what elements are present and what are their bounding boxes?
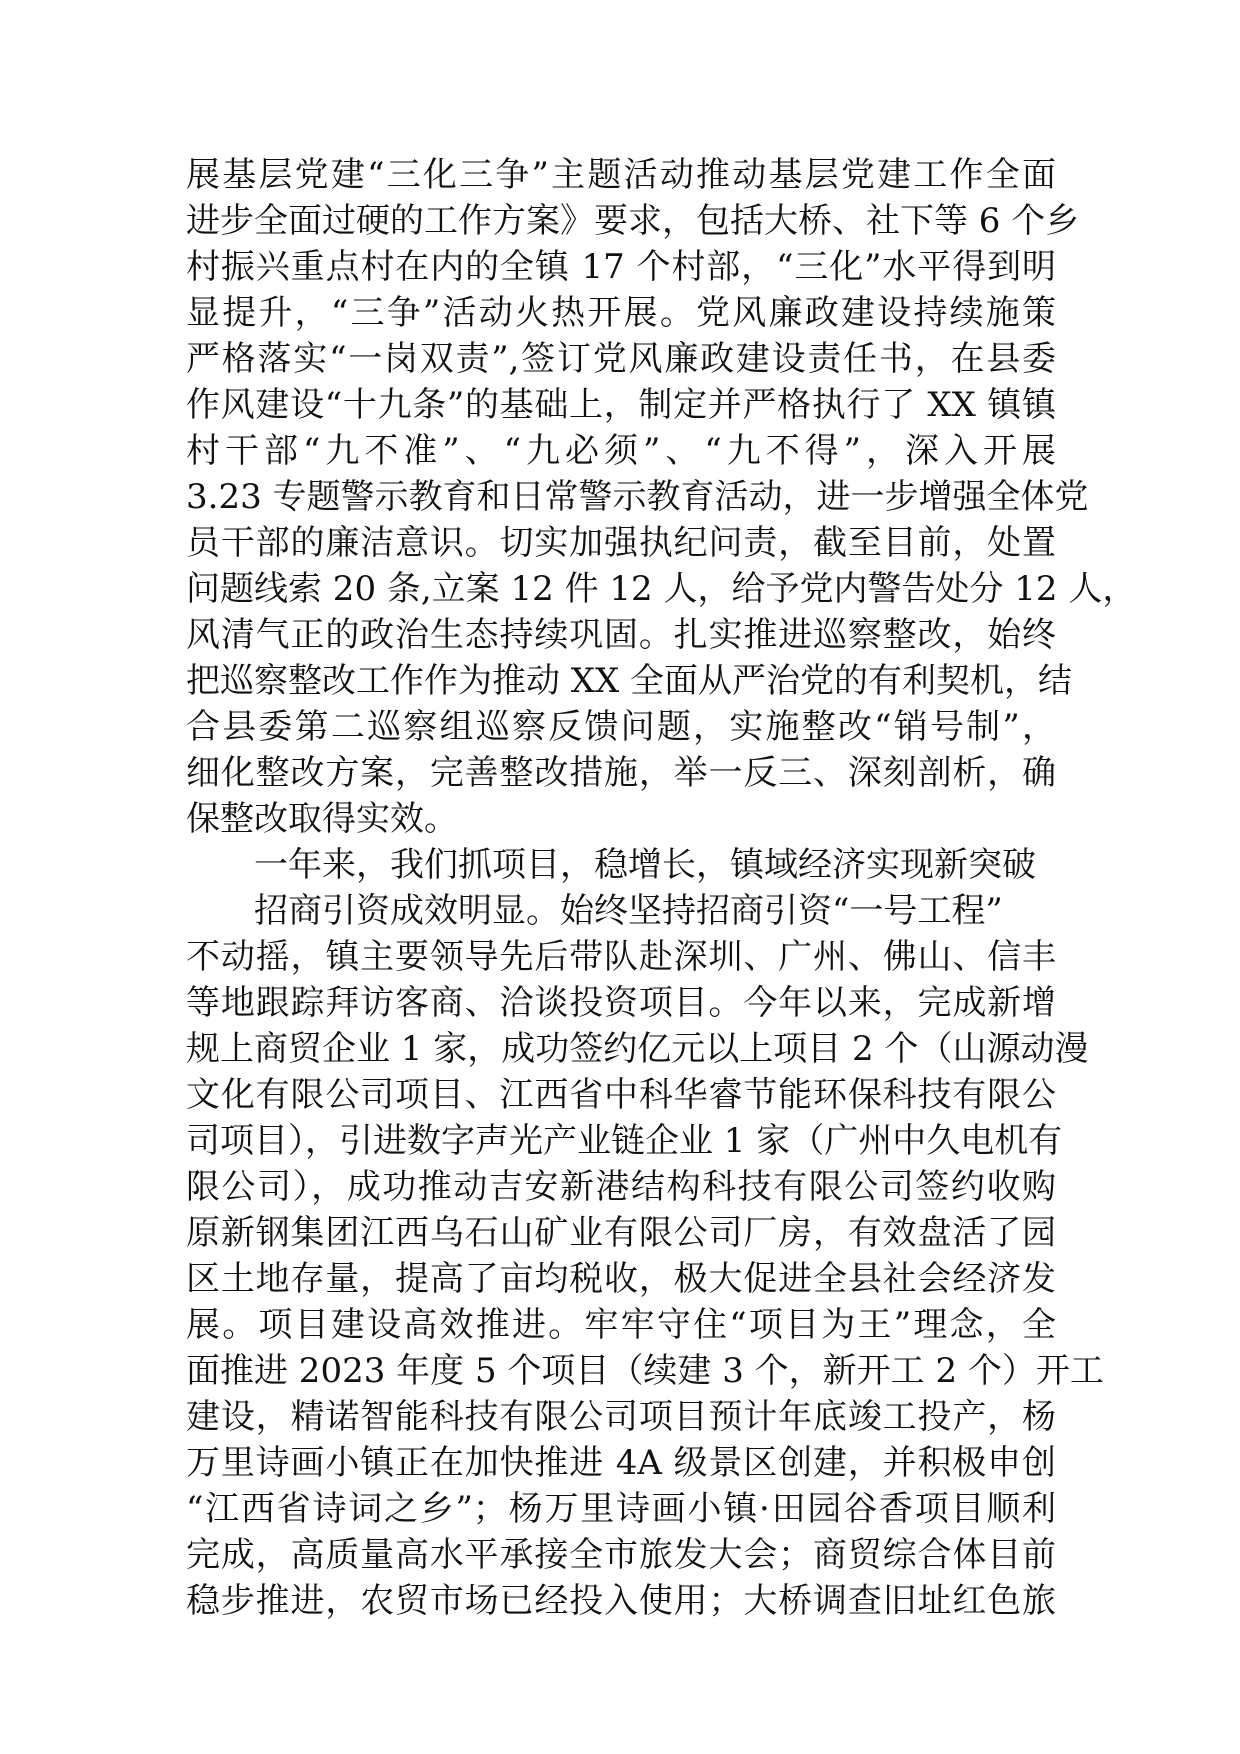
text-line: 区土地存量，提高了亩均税收，极大促进全县社会经济发: [186, 1259, 1056, 1299]
text-line: 规上商贸企业 1 家，成功签约亿元以上项目 2 个（山源动漫: [186, 1029, 1089, 1069]
text-line: 招商引资成效明显。始终坚持招商引资“一号工程”: [254, 891, 1003, 931]
text-line: “江西省诗词之乡”；杨万里诗画小镇·田园谷香项目顺利: [186, 1489, 1056, 1529]
paragraph-party-building: [186, 152, 1137, 842]
text-line: 稳步推进，农贸市场已经投入使用；大桥调查旧址红色旅: [186, 1581, 1056, 1621]
text-line: 严格落实“一岗双责”,签订党风廉政建设责任书，在县委: [186, 339, 1056, 379]
section-heading: 一年来，我们抓项目，稳增长，镇域经济实现新突破: [254, 845, 1036, 885]
text-line: 不动摇，镇主要领导先后带队赴深圳、广州、佛山、信丰: [186, 937, 1056, 977]
text-line: 进步全面过硬的工作方案》要求，包括大桥、社下等 6 个乡: [186, 201, 1080, 241]
text-line: 原新钢集团江西乌石山矿业有限公司厂房，有效盘活了园: [186, 1213, 1056, 1253]
text-line: 村干部“九不准”、“九必须”、“九不得”，深入开展: [186, 431, 1056, 471]
text-line: 村振兴重点村在内的全镇 17 个村部，“三化”水平得到明: [186, 247, 1056, 287]
text-line: 风清气正的政治生态持续巩固。扎实推进巡察整改，始终: [186, 615, 1056, 655]
text-line: 把巡察整改工作作为推动 XX 全面从严治党的有利契机，结: [186, 661, 1073, 701]
text-line: 员干部的廉洁意识。切实加强执纪问责，截至目前，处置: [186, 523, 1056, 563]
text-line: 问题线索 20 条,立案 12 件 12 人，给予党内警告处分 12 人，: [186, 569, 1137, 609]
text-line: 文化有限公司项目、江西省中科华睿节能环保科技有限公: [186, 1075, 1056, 1115]
text-line: 3.23 专题警示教育和日常警示教育活动，进一步增强全体党: [186, 477, 1089, 517]
document-body: [186, 152, 1137, 1624]
text-line: 展基层党建“三化三争”主题活动推动基层党建工作全面: [186, 155, 1056, 195]
text-line: 万里诗画小镇正在加快推进 4A 级景区创建，并积极申创: [186, 1443, 1056, 1483]
text-line: 建设，精诺智能科技有限公司项目预计年底竣工投产，杨: [186, 1397, 1056, 1437]
text-line: 等地跟踪拜访客商、洽谈投资项目。今年以来，完成新增: [186, 983, 1056, 1023]
text-line: 保整改取得实效。: [186, 799, 458, 839]
text-line: 显提升，“三争”活动火热开展。党风廉政建设持续施策: [186, 293, 1056, 333]
text-line: 限公司），成功推动吉安新港结构科技有限公司签约收购: [186, 1167, 1056, 1207]
text-line: 面推进 2023 年度 5 个项目（续建 3 个，新开工 2 个）开工: [186, 1351, 1104, 1391]
text-line: 细化整改方案，完善整改措施，举一反三、深刻剖析，确: [186, 753, 1056, 793]
text-line: 作风建设“十九条”的基础上，制定并严格执行了 XX 镇镇: [186, 385, 1056, 425]
text-line: 展。项目建设高效推进。牢牢守住“项目为王”理念，全: [186, 1305, 1056, 1345]
text-line: 完成，高质量高水平承接全市旅发大会；商贸综合体目前: [186, 1535, 1056, 1575]
paragraph-section-heading: [186, 842, 1056, 888]
text-line: 合县委第二巡察组巡察反馈问题，实施整改“销号制”，: [186, 707, 1056, 747]
paragraph-investment: [186, 888, 1104, 1624]
text-line: 司项目），引进数字声光产业链企业 1 家（广州中久电机有: [186, 1121, 1063, 1161]
